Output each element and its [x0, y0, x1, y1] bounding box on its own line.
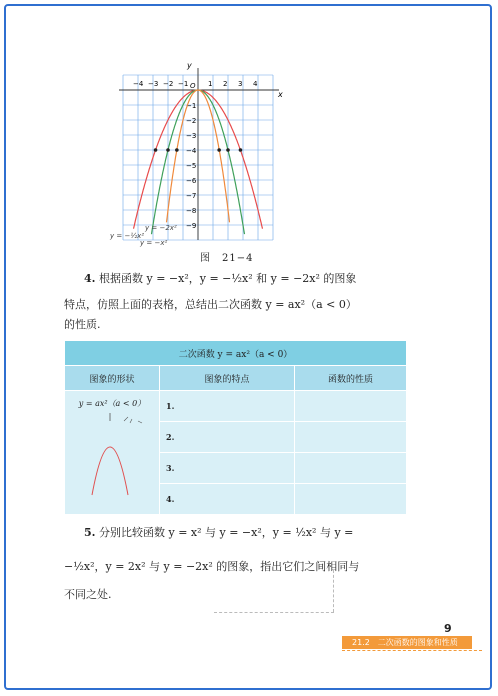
shape-label: y = ax²（a < 0）	[78, 399, 146, 408]
x-tick-label: 1	[208, 80, 213, 88]
x-tick-label: −2	[163, 80, 174, 88]
x-tick-label: 4	[253, 80, 258, 88]
section-title: 21.2 二次函数的图象和性质	[342, 636, 472, 649]
row-1-number: 1.	[160, 391, 295, 422]
y-tick-label: −4	[186, 147, 197, 155]
origin-label: O	[190, 82, 196, 90]
row-3-number: 3.	[160, 453, 295, 484]
curve-point	[154, 148, 158, 152]
y-axis-label: y	[187, 61, 192, 70]
question4-line3: 的性质.	[64, 318, 101, 331]
table-title: 二次函数 y = ax²（a < 0）	[65, 341, 407, 366]
row-1-property[interactable]	[295, 391, 407, 422]
header-features: 图象的特点	[160, 366, 295, 391]
y-tick-label: −7	[186, 192, 197, 200]
question5-line1	[84, 522, 353, 544]
question4-text1: 根据函数 y = −x²，y = −½x² 和 y = −2x² 的图象	[98, 272, 357, 285]
question4-line1	[84, 268, 356, 290]
question5-line3: 不同之处.	[64, 588, 112, 601]
y-tick-label: −3	[186, 132, 197, 140]
header-properties: 函数的性质	[295, 366, 407, 391]
x-tick-label: 3	[238, 80, 243, 88]
parabola-figure	[100, 60, 300, 250]
x-tick-label: −3	[148, 80, 159, 88]
figure-caption: 图 21−4	[200, 253, 254, 264]
y-tick-label: −1	[186, 102, 197, 110]
curve-point	[217, 148, 221, 152]
question4-line2: 特点，仿照上面的表格，总结出二次函数 y = ax²（a < 0）	[64, 298, 357, 311]
question4-number: 4.	[84, 272, 96, 285]
row-3-property[interactable]	[295, 453, 407, 484]
y-tick-label: −5	[186, 162, 197, 170]
curve-label-half: y = −½x²	[110, 232, 145, 240]
header-shape: 图象的形状	[65, 366, 160, 391]
curve-point	[239, 148, 243, 152]
answer-guide-vertical	[333, 570, 334, 612]
row-4-number: 4.	[160, 484, 295, 515]
footer-dash	[342, 650, 482, 651]
properties-table	[64, 340, 407, 515]
y-tick-label: −6	[186, 177, 197, 185]
page-number: 9	[444, 622, 452, 635]
curve-point	[166, 148, 170, 152]
x-tick-label: −4	[133, 80, 144, 88]
y-tick-label: −2	[186, 117, 197, 125]
row-4-property[interactable]	[295, 484, 407, 515]
question5-number: 5.	[84, 526, 96, 539]
row-2-number: 2.	[160, 422, 295, 453]
coordinate-grid	[119, 68, 279, 240]
sketch-parabola	[66, 409, 158, 499]
curve-point	[226, 148, 230, 152]
curve-point	[175, 148, 179, 152]
curve-label-two: y = −2x²	[145, 224, 177, 232]
x-tick-label: 2	[223, 80, 228, 88]
answer-guide-line	[214, 612, 334, 613]
shape-cell	[65, 391, 160, 515]
question5-text1: 分别比较函数 y = x² 与 y = −x²，y = ½x² 与 y =	[98, 526, 354, 539]
curve-label-one: y = −x²	[140, 239, 168, 247]
row-2-property[interactable]	[295, 422, 407, 453]
x-tick-label: −1	[178, 80, 189, 88]
question5-line2: −½x²，y = 2x² 与 y = −2x² 的图象，指出它们之间相同与	[64, 560, 360, 573]
y-tick-label: −8	[186, 207, 197, 215]
x-axis-label: x	[278, 90, 283, 99]
y-tick-label: −9	[186, 222, 197, 230]
